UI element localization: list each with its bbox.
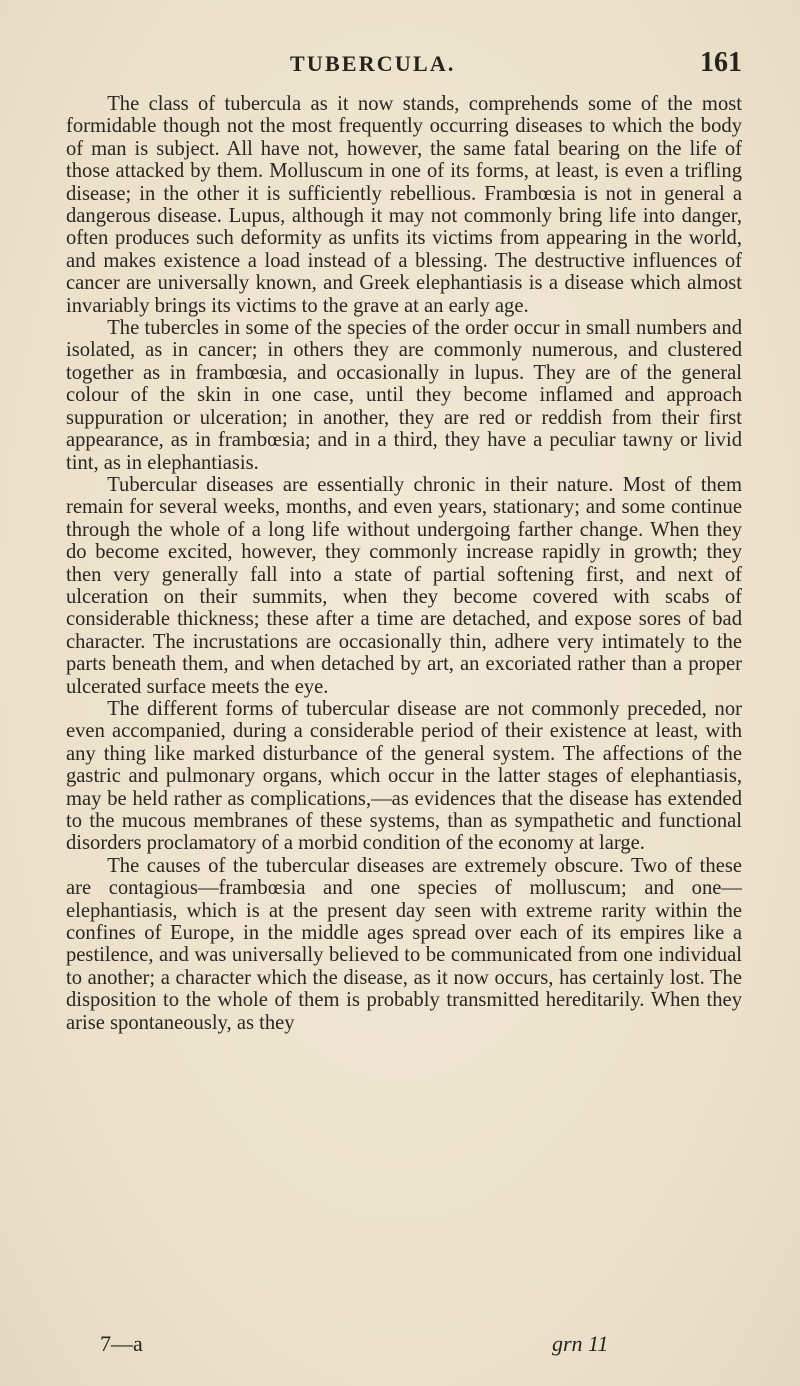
- paragraph: The different forms of tubercular disease are not commonly preceded, nor even accompanied, during a considerable period of their existence at least, with any thing like marked disturbance of the general system. The affections of the gastric and pulmonary organs, which occur in the latter stages of elephantiasis, may be held rather as complications,—as evidences that the disease has extended to the mucous membranes of these systems, than as sympathetic and functional disorders proclamatory of a morbid condition of the economy at large.: [66, 697, 742, 855]
- paragraph: The causes of the tubercular diseases are extremely obscure. Two of these are contagious—frambœsia and one species of molluscum; and one—elephantiasis, which is at the present day seen with extreme rarity within the confines of Europe, in the middle ages spread over each of its empires like a pestilence, and was universally believed to be communicated from one individual to another; a character which the disease, as it now occurs, has certainly lost. The disposition to the whole of them is probably transmitted hereditarily. When they arise spontaneously, as they: [66, 854, 742, 1034]
- signature-mark-right: grn 11: [552, 1331, 609, 1356]
- paragraph: Tubercular diseases are essentially chronic in their nature. Most of them remain for several weeks, months, and even years, stationary; and some continue through the whole of a long life without undergoing farther change. When they do become excited, however, they commonly increase rapidly in growth; they then very generally fall into a state of partial softening first, and next of ulceration on their summits, when they become covered with scabs of considerable thickness; these after a time are detached, and expose sores of bad character. The incrustations are occasionally thin, adhere very intimately to the parts beneath them, and when detached by art, an excoriated rather than a proper ulcerated surface meets the eye.: [66, 473, 742, 698]
- paragraph: The tubercles in some of the species of the order occur in small numbers and isolated, as in cancer; in others they are commonly numerous, and clustered together as in frambœsia, and occasionally in lupus. They are of the general colour of the skin in one case, until they become inflamed and approach suppuration or ulceration; in another, they are red or reddish from their first appearance, as in frambœsia; and in a third, they have a peculiar tawny or livid tint, as in elephantiasis.: [66, 317, 742, 474]
- running-title: TUBERCULA.: [290, 51, 456, 76]
- signature-line: [0, 1331, 800, 1361]
- running-head: [0, 49, 800, 85]
- body-text: [66, 93, 742, 1034]
- paragraph: The class of tubercula as it now stands, comprehends some of the most formidable though not the most frequently occurring diseases to which the body of man is subject. All have not, however, the same fatal bearing on the life of those attacked by them. Molluscum in one of its forms, at least, is even a trifling disease; in the other it is sufficiently rebellious. Frambœsia is not in general a dangerous disease. Lupus, although it may not commonly bring life into danger, often produces such deformity as unfits its victims from appearing in the world, and makes existence a load instead of a blessing. The destructive influences of cancer are universally known, and Greek elephantiasis is a disease which almost invariably brings its victims to the grave at an early age.: [66, 93, 742, 317]
- page-number: 161: [700, 47, 742, 78]
- signature-mark-left: 7—a: [100, 1331, 143, 1356]
